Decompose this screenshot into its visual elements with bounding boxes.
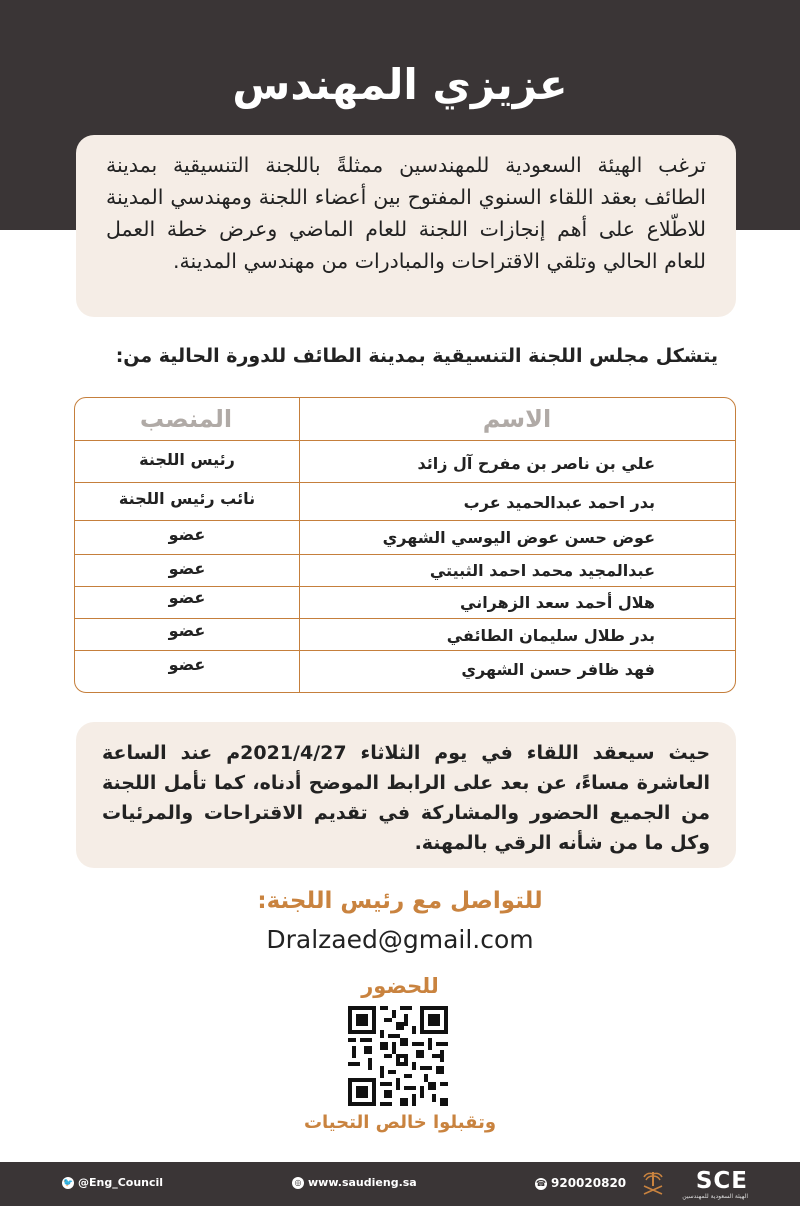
logo-text: SCE <box>695 1168 748 1194</box>
intro-card <box>76 135 736 317</box>
palm-swords-icon <box>640 1170 666 1198</box>
member-name: بدر احمد عبدالحميد عرب <box>463 493 655 512</box>
intro-text: ترغب الهيئة السعودية للمهندسين ممثلةً باللجنة التنسيقية بمدينة الطائف بعقد اللقاء السنوي المفتوح بين أعضاء اللجنة ومهندسي المدينة للاطّلاع على أهم إنجازات اللجنة للعام الماضي وعرض خطة العمل للعام الحالي وتلقي الاقتراحات والمبادرات من مهندسي المدينة. <box>106 153 706 273</box>
contact-email[interactable]: Dralzaed@gmail.com <box>266 925 534 954</box>
table-row <box>75 620 735 651</box>
table-row <box>75 588 735 619</box>
member-name: عبدالمجيد محمد احمد الثبيتي <box>429 561 655 580</box>
column-header-position: المنصب <box>139 405 233 433</box>
footer-website[interactable] <box>292 1176 417 1189</box>
committee-table <box>74 397 736 693</box>
twitter-icon: 🐦 <box>63 1178 73 1187</box>
table-row <box>75 484 735 521</box>
attend-label: للحضور <box>361 974 439 998</box>
member-name: علي بن ناصر بن مفرح آل زائد <box>417 454 655 473</box>
sce-logo <box>638 1168 748 1202</box>
page-title: عزيزي المهندس <box>232 60 568 109</box>
committee-heading: يتشكل مجلس اللجنة التنسيقية بمدينة الطائف للدورة الحالية من: <box>115 345 718 367</box>
member-name: عوض حسن عوض اليوسي الشهري <box>382 528 655 547</box>
member-position: عضو <box>168 559 206 578</box>
contact-heading: للتواصل مع رئيس اللجنة: <box>257 888 543 914</box>
table-header <box>75 398 735 441</box>
member-position: عضو <box>168 621 206 640</box>
phone-number: 920020820 <box>551 1176 627 1190</box>
table-row <box>75 652 735 690</box>
logo-subtitle: الهيئة السعودية للمهندسين <box>682 1193 748 1200</box>
footer-twitter[interactable] <box>62 1176 163 1189</box>
qr-code-icon[interactable] <box>348 1006 448 1106</box>
member-name: هلال أحمد سعد الزهراني <box>460 593 655 612</box>
meeting-text: حيث سيعقد اللقاء في يوم الثلاثاء 2021/4/27م عند الساعة العاشرة مساءً، عن بعد على الرابط الموضح أدناه، كما تأمل اللجنة من الجميع الحضور والمشاركة في تقديم الاقتراحات والمرئيات وكل ما من شأنه الرقي بالمهنة. <box>102 742 711 854</box>
member-position: عضو <box>168 525 206 544</box>
column-header-name: الاسم <box>482 405 552 433</box>
table-row <box>75 442 735 483</box>
member-name: بدر طلال سليمان الطائفي <box>446 626 655 645</box>
table-row <box>75 556 735 587</box>
member-position: نائب رئيس اللجنة <box>118 489 256 508</box>
meeting-card <box>76 722 736 868</box>
footer-phone[interactable] <box>535 1176 626 1190</box>
member-position: رئيس اللجنة <box>139 450 235 469</box>
globe-icon: ◎ <box>292 1177 304 1189</box>
footer-bar <box>0 1162 800 1206</box>
member-name: فهد ظافر حسن الشهري <box>461 660 655 679</box>
member-position: عضو <box>168 588 206 607</box>
phone-icon: ☎ <box>536 1178 546 1188</box>
table-row <box>75 522 735 555</box>
closing-text: وتقبلوا خالص التحيات <box>303 1112 497 1133</box>
website-text: www.saudieng.sa <box>308 1176 417 1189</box>
member-position: عضو <box>168 655 206 674</box>
twitter-handle: @Eng_Council <box>78 1176 164 1189</box>
